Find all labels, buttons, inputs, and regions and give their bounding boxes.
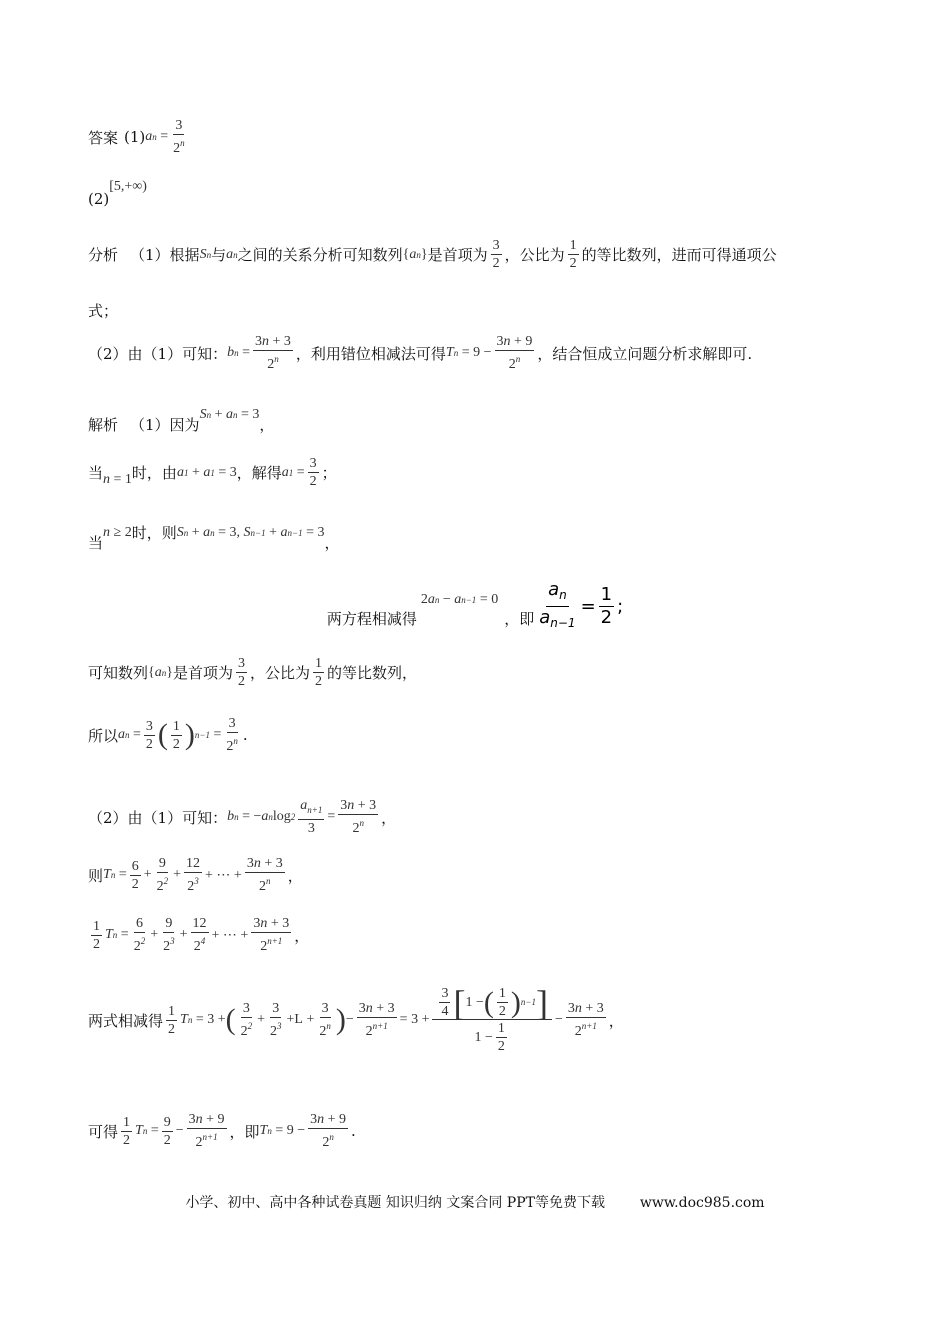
solution-text: ，即 <box>229 1122 260 1141</box>
solution-text: 时，则 <box>131 524 177 542</box>
formula-half-tn-result: $\frac{1}{2}$ T n = $\frac{9}{2}$ − $\frac{3n + 9}{2^{n+1}}$ <box>123 1112 225 1150</box>
analysis-line-1 <box>88 238 777 271</box>
solution-text: 可知数列 <box>88 664 149 682</box>
formula-a1-sum: a 1 + a 1 = 3 <box>176 464 237 480</box>
answer-part2-prefix: (2) <box>88 190 110 208</box>
solution-line-7 <box>88 798 396 836</box>
analysis-text: ，利用错位相减法可得 <box>295 344 446 363</box>
solution-text: 当 <box>88 534 104 552</box>
solution-line-8 <box>88 856 303 894</box>
formula-sn: S n <box>199 246 212 262</box>
solution-text: ， <box>294 926 310 945</box>
formula-ratio: $\frac{a_n}{a_{n-1}}$ = $\frac{1}{2}$ ; <box>539 579 624 630</box>
analysis-line-2 <box>88 300 118 321</box>
solution-text: ，公比为 <box>250 664 311 682</box>
solution-text: 两方程相减得 <box>326 610 417 628</box>
solution-text: 的等比数列， <box>327 664 418 682</box>
solution-text: 所以 <box>88 726 119 745</box>
solution-line-1 <box>88 394 274 435</box>
formula-n-eq-1: n = 1 <box>103 471 132 487</box>
solution-text: ，解得 <box>236 464 282 482</box>
formula-bn: b n = $\frac{3n + 3}{2^n}$ <box>227 334 291 372</box>
formula-a1-value: a 1 = $\frac{3}{2}$ <box>281 456 317 489</box>
solution-text: 当 <box>88 464 104 482</box>
solution-text: ， <box>287 866 303 885</box>
formula-an-general: a n = $\frac{3}{2}$ ( $\frac{1}{2}$ ) n−1 = $\frac{3}{2^n}$ <box>118 716 238 754</box>
solution-text: ， <box>259 416 275 434</box>
solution-line-6 <box>88 716 248 754</box>
solution-text: （2）由（1）可知： <box>88 808 228 827</box>
formula-subtract-sums: $\frac{1}{2}$ T n = 3 + ( $\frac{3}{2^2}$ + $\frac{3}{2^3}$ +L + $\frac{3}{2^n}$ ) − $\frac{3n + 3}{2^{n+1}}$ = 3 + $\frac{3}{4}$ [ 1 − ( $\frac{1}{2}$ ) n−1 ] 1 − $\frac{1}{2}$ − $\frac{3n + 3}{2^{n+1}}$ <box>168 982 604 1054</box>
analysis-text: 之间的关系分析可知数列 <box>237 246 403 264</box>
solution-text: ； <box>321 464 337 482</box>
analysis-line-3 <box>88 334 752 372</box>
analysis-label: 分析 <box>88 246 119 264</box>
formula-three-halves: $\frac{3}{2}$ <box>238 656 245 689</box>
analysis-text: ，公比为 <box>504 246 565 264</box>
analysis-text: 式； <box>88 302 119 320</box>
answer-interval: [5,+∞) <box>109 179 147 194</box>
solution-text: ，即 <box>504 610 535 628</box>
formula-tn-result: T n = 9 − $\frac{3n + 9}{2^n}$ <box>259 1112 347 1150</box>
solution-text: 时，由 <box>131 464 177 482</box>
analysis-text: （2）由（1）可知： <box>88 344 228 363</box>
solution-line-4 <box>0 580 950 633</box>
formula-an-answer: a n = $\frac{3}{2^n}$ <box>145 118 185 156</box>
footer-url[interactable]: www.doc985.com <box>639 1195 765 1211</box>
footer-text: 小学、初中、高中各种试卷真题 知识归纳 文案合同 PPT等免费下载 <box>185 1195 605 1211</box>
formula-tn: T n = 9 − $\frac{3n + 9}{2^n}$ <box>445 334 533 372</box>
solution-line-11 <box>88 1112 356 1150</box>
analysis-text: 是首项为 <box>427 246 488 264</box>
solution-label: 解析 <box>88 416 119 434</box>
formula-tn-sum: T n = $\frac{6}{2}$ + $\frac{9}{2^2}$ + $\frac{12}{2^3}$ + ⋯ + $\frac{3n + 3}{2^n}$ <box>103 856 283 894</box>
solution-text: 是首项为 <box>172 664 233 682</box>
solution-text: 则 <box>88 866 104 885</box>
analysis-text: ，结合恒成立问题分析求解即可. <box>537 344 753 363</box>
formula-sn-plus-an: S n + a n = 3 <box>199 406 260 422</box>
formula-seq-an: { a n } <box>148 664 173 680</box>
solution-text: 两式相减得 <box>88 1011 164 1030</box>
solution-line-9 <box>88 916 309 954</box>
solution-text: . <box>351 1122 356 1140</box>
solution-line-3 <box>88 512 340 553</box>
analysis-text: 的等比数列，进而可得通项公 <box>581 246 777 264</box>
analysis-text: 与 <box>211 246 227 264</box>
solution-text: ， <box>324 534 340 552</box>
answer-line-2 <box>88 176 147 208</box>
formula-n-geq-2: n ≥ 2 <box>103 524 132 540</box>
analysis-text: （1）根据 <box>130 246 200 264</box>
formula-three-halves: $\frac{3}{2}$ <box>492 238 500 271</box>
solution-text: . <box>242 726 248 744</box>
solution-line-10 <box>88 982 624 1054</box>
solution-text: （1）因为 <box>130 416 200 434</box>
solution-text: ， <box>381 808 397 827</box>
formula-an: a n <box>226 246 238 262</box>
formula-half-tn-sum: $\frac{1}{2}$ T n = $\frac{6}{2^2}$ + $\frac{9}{2^3}$ + $\frac{12}{2^4}$ + ⋯ + $\frac{3n + 3}{2^{n+1}}$ <box>93 916 290 954</box>
solution-text: 可得 <box>88 1122 119 1141</box>
formula-subtract: 2 a n − a n−1 = 0 <box>420 591 499 607</box>
formula-two-equations: S n + a n = 3, S n−1 + a n−1 = 3 <box>176 524 325 540</box>
formula-seq-an: { a n } <box>402 246 428 262</box>
formula-bn-log: b n = − a n log 2 $\frac{a_{n+1}}{3}$ = $\frac{3n + 3}{2^n}$ <box>227 798 377 836</box>
formula-one-half: $\frac{1}{2}$ <box>315 656 323 689</box>
answer-part1-prefix: (1) <box>124 128 146 146</box>
solution-line-2 <box>88 456 337 489</box>
solution-text: ， <box>608 1011 624 1030</box>
answer-label: 答案 <box>88 128 119 147</box>
solution-line-5 <box>88 656 417 689</box>
answer-line-1 <box>88 118 190 156</box>
formula-one-half: $\frac{1}{2}$ <box>569 238 577 271</box>
page-footer <box>0 1192 950 1212</box>
